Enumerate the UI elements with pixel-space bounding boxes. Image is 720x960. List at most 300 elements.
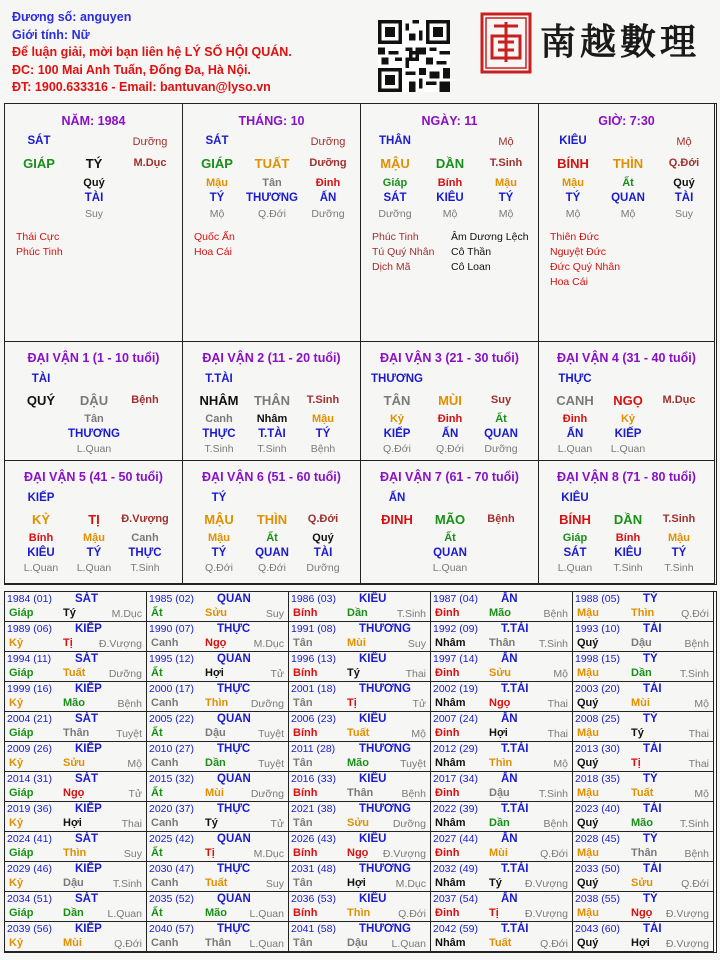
ten-god: TÀI [31, 373, 51, 385]
ten-god: TÀI [643, 923, 662, 935]
year-label: 2040 (57) [149, 923, 194, 935]
ten-god: QUAN [217, 713, 251, 725]
earthly-branch: MÙI [438, 393, 462, 408]
ten-god: TÀI [643, 743, 662, 755]
hidden-god: QUAN [255, 547, 289, 559]
ten-god: THỰC [217, 623, 251, 635]
earthly-branch: Dậu [205, 727, 226, 739]
dai-van-cell [183, 461, 361, 584]
year-label: 1984 (01) [7, 593, 52, 605]
earthly-branch: Ngọ [63, 787, 85, 799]
year-cell [289, 802, 431, 832]
earthly-branch: Thìn [631, 607, 655, 619]
year-cell [289, 772, 431, 802]
brand-logo: 南越數理 [540, 21, 701, 63]
heavenly-stem: Đinh [435, 667, 460, 679]
life-stage: Thai [547, 698, 568, 710]
life-stage: Thai [688, 758, 709, 770]
hidden-stem: Bính [615, 532, 641, 544]
ten-god: TÝ [643, 833, 658, 845]
ten-god: KIẾP [75, 623, 102, 635]
year-label: 2031 (48) [291, 863, 336, 875]
ten-god: KIẾP [75, 743, 102, 755]
earthly-branch: Sửu [631, 877, 654, 889]
life-stage: Bệnh [401, 788, 426, 800]
star-note: Nguyệt Đức [550, 246, 607, 258]
star-note: Phúc Tinh [372, 231, 419, 243]
earthly-branch: Sửu [347, 817, 370, 829]
earthly-branch: Thìn [347, 907, 371, 919]
life-stage: Thai [405, 668, 426, 680]
earthly-branch: Dậu [63, 877, 84, 889]
earthly-branch: Tý [205, 817, 218, 829]
address-line: ĐC: 100 Mai Anh Tuấn, Đống Đa, Hà Nội. [12, 62, 251, 77]
life-stage: Suy [265, 608, 284, 620]
hidden-god: TÝ [86, 547, 102, 559]
year-cell [573, 832, 714, 862]
ten-god: KIÊU [559, 135, 587, 147]
heavenly-stem: Ất [151, 667, 163, 679]
life-stage: Đ.Vượng [98, 638, 142, 650]
earthly-branch: TÝ [85, 156, 103, 171]
ten-god: THỰC [217, 803, 251, 815]
ten-god: QUAN [217, 893, 251, 905]
ten-god: ẤN [501, 653, 518, 665]
ten-god: KIÊU [359, 893, 387, 905]
ten-god: THỰC [217, 743, 251, 755]
stage-label: Bệnh [131, 394, 159, 406]
life-stage: Tử [270, 668, 284, 680]
heavenly-stem: Giáp [9, 847, 34, 859]
year-label: 2032 (49) [433, 863, 478, 875]
life-stage: Bệnh [684, 848, 709, 860]
ten-god: TÝ [643, 713, 658, 725]
hidden-god: TÀI [674, 192, 694, 204]
heavenly-stem: ĐINH [381, 512, 413, 527]
earthly-branch: Tý [347, 667, 360, 679]
earthly-branch: THÌN [612, 156, 644, 171]
ten-god: THƯƠNG [371, 373, 423, 385]
earthly-branch: Mùi [631, 697, 650, 709]
stage-label: T.Sinh [306, 394, 340, 406]
name-label: Đương số: [12, 10, 80, 24]
hidden-god: TÝ [671, 547, 687, 559]
ten-god: T.TÀI [501, 863, 529, 875]
year-label: 2043 (60) [575, 923, 620, 935]
life-stage: Thai [547, 728, 568, 740]
life-stage: Dưỡng [132, 136, 168, 148]
year-cell [431, 742, 573, 772]
ten-god: QUAN [217, 773, 251, 785]
ten-god: SÁT [75, 833, 98, 845]
life-stage: Dưỡng [108, 668, 142, 680]
life-stage: T.Sinh [538, 788, 568, 800]
hidden-god: QUAN [433, 547, 467, 559]
earthly-branch: Mùi [489, 847, 508, 859]
heavenly-stem: Bính [293, 907, 318, 919]
year-cell [147, 712, 289, 742]
ten-god: TÝ [643, 653, 658, 665]
hidden-stage: Suy [674, 208, 694, 220]
year-cell [5, 892, 147, 922]
life-stage: Suy [407, 638, 426, 650]
ten-god: KIÊU [359, 833, 387, 845]
dai-van-title: ĐẠI VẬN 8 (71 - 80 tuổi) [557, 470, 696, 484]
year-label: 2018 (35) [575, 773, 620, 785]
year-cell [573, 742, 714, 772]
year-cell [573, 712, 714, 742]
year-label: 2027 (44) [433, 833, 478, 845]
ten-god: SÁT [75, 893, 98, 905]
heavenly-stem: Đinh [435, 847, 460, 859]
hidden-stage: T.Sinh [130, 562, 160, 574]
ten-god: KIẾP [75, 923, 102, 935]
year-label: 2003 (20) [575, 683, 620, 695]
life-stage: Bệnh [543, 818, 568, 830]
earthly-branch: Thìn [63, 847, 87, 859]
hidden-god: TÝ [498, 192, 514, 204]
hidden-god: THỰC [128, 547, 162, 559]
ten-god: THƯƠNG [359, 743, 411, 755]
heavenly-stem: GIÁP [201, 156, 233, 171]
pillar-title: NGÀY: 11 [421, 114, 478, 128]
ten-god: SÁT [75, 713, 98, 725]
year-label: 1992 (09) [433, 623, 478, 635]
earthly-branch: Thân [63, 727, 90, 739]
year-cell [289, 652, 431, 682]
hidden-stage: Mộ [442, 208, 458, 220]
stage-label: M.Dục [133, 157, 167, 169]
hidden-god: TÝ [211, 547, 227, 559]
year-cell [5, 802, 147, 832]
year-cell [573, 922, 714, 952]
year-label: 2012 (29) [433, 743, 478, 755]
stage-label: T.Sinh [489, 157, 523, 169]
life-stage: T.Sinh [112, 878, 142, 890]
year-label: 1986 (03) [291, 593, 336, 605]
earthly-branch: Tị [631, 757, 641, 769]
year-label: 1997 (14) [433, 653, 478, 665]
year-label: 1988 (05) [575, 593, 620, 605]
earthly-branch: DẬU [79, 393, 109, 408]
year-cell [573, 772, 714, 802]
earthly-branch: Tị [63, 637, 73, 649]
heavenly-stem: Canh [151, 637, 179, 649]
qr-code-icon [378, 20, 450, 92]
ten-god: SÁT [27, 135, 51, 147]
heavenly-stem: Ất [151, 847, 163, 859]
year-cell [431, 832, 573, 862]
earthly-branch: Dần [631, 667, 652, 679]
year-label: 1994 (11) [7, 653, 52, 665]
year-label: 2001 (18) [291, 683, 336, 695]
year-cell [5, 592, 147, 622]
year-cell [5, 712, 147, 742]
earthly-branch: Mão [63, 697, 85, 709]
year-cell [5, 742, 147, 772]
heavenly-stem: Kỷ [9, 637, 24, 649]
heavenly-stem: Đinh [435, 607, 460, 619]
ten-god: TÀI [643, 623, 662, 635]
stage-label: T.Sinh [662, 513, 696, 525]
heavenly-stem: GIÁP [23, 156, 55, 171]
heavenly-stem: Ất [151, 607, 163, 619]
hidden-stem: Canh [131, 532, 159, 544]
year-cell [431, 682, 573, 712]
pillar-cell [183, 104, 361, 342]
hidden-stem: Mậu [668, 532, 690, 544]
heavenly-stem: MẬU [380, 156, 410, 171]
pillar-title: GIỜ: 7:30 [598, 114, 655, 128]
year-label: 1993 (10) [575, 623, 620, 635]
hidden-god: ẤN [441, 428, 459, 440]
hidden-stem: Nhâm [256, 413, 288, 425]
life-stage: M.Dục [253, 848, 284, 860]
earthly-branch: Dần [63, 907, 84, 919]
year-cell [5, 682, 147, 712]
heavenly-stem: Quý [577, 877, 599, 889]
ten-god: ẤN [501, 713, 518, 725]
heavenly-stem: Mậu [577, 667, 599, 679]
heavenly-stem: Giáp [9, 787, 34, 799]
life-stage: L.Quan [249, 908, 284, 920]
earthly-branch: THÂN [253, 393, 291, 408]
heavenly-stem: Bính [293, 607, 318, 619]
earthly-branch: Tý [631, 727, 644, 739]
year-label: 2034 (51) [7, 893, 52, 905]
earthly-branch: DẦN [435, 156, 465, 171]
dai-van-title: ĐẠI VẬN 4 (31 - 40 tuổi) [557, 351, 696, 365]
heavenly-stem: Quý [577, 757, 599, 769]
year-label: 2041 (58) [291, 923, 336, 935]
hidden-stage: T.Sinh [257, 443, 287, 455]
year-cell [431, 592, 573, 622]
ten-god: KIÊU [359, 593, 387, 605]
star-note: Tú Quý Nhân [372, 246, 435, 258]
dai-van-title: ĐẠI VẬN 3 (21 - 30 tuổi) [380, 351, 519, 365]
earthly-branch: Thìn [489, 757, 513, 769]
heavenly-stem: Nhâm [435, 817, 466, 829]
heavenly-stem: Ất [151, 727, 163, 739]
pillar-cell [5, 104, 183, 342]
earthly-branch: Thìn [205, 697, 229, 709]
ten-god: THỰC [217, 863, 251, 875]
life-stage: T.Sinh [679, 818, 709, 830]
hidden-god: ẤN [566, 428, 584, 440]
ten-god: T.TÀI [501, 923, 529, 935]
year-cell [147, 772, 289, 802]
life-stage: Dưỡng [310, 136, 346, 148]
life-stage: Bệnh [684, 638, 709, 650]
year-label: 2013 (30) [575, 743, 620, 755]
year-cell [147, 892, 289, 922]
year-label: 2006 (23) [291, 713, 336, 725]
contact-line: Để luận giải, mời bạn liên hệ LÝ SỐ HỘI QUÁN. [12, 45, 292, 59]
hidden-stem: Bính [28, 532, 54, 544]
ten-god: ẤN [388, 492, 406, 504]
star-note: Âm Dương Lệch [451, 231, 529, 243]
ten-god: THƯƠNG [359, 683, 411, 695]
earthly-branch: Mùi [205, 787, 224, 799]
year-cell [431, 652, 573, 682]
hidden-stem: Bính [437, 177, 463, 189]
earthly-branch: Thân [347, 787, 374, 799]
heavenly-stem: BÍNH [559, 512, 591, 527]
hidden-god: KIẾP [383, 428, 411, 440]
heavenly-stem: MẬU [204, 512, 234, 527]
heavenly-stem: Mậu [577, 907, 599, 919]
year-cell [573, 652, 714, 682]
heavenly-stem: Ất [151, 787, 163, 799]
hidden-god: KIÊU [27, 547, 55, 559]
hidden-stem: Quý [673, 177, 695, 189]
hidden-stem: Kỷ [389, 413, 405, 425]
heavenly-stem: Giáp [9, 907, 34, 919]
ten-god: TÝ [643, 893, 658, 905]
year-cell [431, 802, 573, 832]
hidden-stem: Canh [205, 413, 233, 425]
stage-label: Dưỡng [309, 157, 347, 169]
earthly-branch: Hợi [63, 817, 82, 829]
ten-god: KIẾP [27, 492, 55, 504]
hidden-god: TÝ [565, 192, 581, 204]
ten-god: ẤN [501, 773, 518, 785]
earthly-branch: Sửu [489, 667, 512, 679]
year-cell [289, 892, 431, 922]
stage-label: M.Dục [662, 394, 696, 406]
year-cell [431, 892, 573, 922]
heavenly-stem: Nhâm [435, 757, 466, 769]
heavenly-stem: Kỷ [9, 817, 24, 829]
star-note: Thiên Đức [550, 231, 600, 243]
ten-god: QUAN [217, 593, 251, 605]
heavenly-stem: KỶ [31, 512, 51, 527]
dai-van-title: ĐẠI VẬN 1 (1 - 10 tuổi) [27, 351, 160, 365]
dai-van-cell [361, 461, 539, 584]
ten-god: THƯƠNG [359, 923, 411, 935]
gender-label: Giới tính: [12, 27, 72, 42]
earthly-branch: Dậu [489, 787, 510, 799]
life-stage: Đ.Vượng [524, 878, 568, 890]
life-stage: T.Sinh [538, 638, 568, 650]
star-note: Thái Cực [16, 231, 60, 243]
year-label: 1999 (16) [7, 683, 52, 695]
heavenly-stem: Kỷ [9, 877, 24, 889]
life-stage: Mộ [411, 728, 426, 740]
earthly-branch: Tuất [347, 727, 370, 739]
life-stage: L.Quan [249, 938, 284, 950]
year-label: 1989 (06) [7, 623, 52, 635]
earthly-branch: THÌN [256, 512, 288, 527]
hidden-stage: L.Quan [76, 562, 112, 574]
hidden-stage: T.Sinh [664, 562, 694, 574]
earthly-branch: Mão [631, 817, 653, 829]
hidden-god: TÀI [313, 547, 333, 559]
star-note: Đức Quý Nhân [550, 261, 621, 273]
life-stage: T.Sinh [396, 608, 426, 620]
heavenly-stem: Nhâm [435, 697, 466, 709]
hidden-stem: Tân [84, 413, 104, 425]
year-label: 1998 (15) [575, 653, 620, 665]
heavenly-stem: Canh [151, 817, 179, 829]
hidden-god: ẤN [319, 192, 337, 204]
earthly-branch: Mão [347, 757, 369, 769]
year-cell [5, 622, 147, 652]
pillar-title: THÁNG: 10 [238, 114, 305, 128]
earthly-branch: Sửu [205, 607, 228, 619]
hidden-stage: T.Sinh [204, 443, 234, 455]
star-note: Phúc Tinh [16, 246, 63, 258]
dai-van-title: ĐẠI VẬN 5 (41 - 50 tuổi) [24, 470, 163, 484]
star-note: Dịch Mã [372, 261, 411, 273]
earthly-branch: Hợi [347, 877, 366, 889]
heavenly-stem: NHÂM [199, 393, 239, 408]
heavenly-stem: Mậu [577, 607, 599, 619]
year-label: 2022 (39) [433, 803, 478, 815]
year-label: 1990 (07) [149, 623, 194, 635]
year-cell [573, 682, 714, 712]
ten-god: TÀI [643, 683, 662, 695]
hidden-god: SÁT [383, 192, 407, 204]
year-cell [147, 802, 289, 832]
ten-god: THƯƠNG [359, 803, 411, 815]
earthly-branch: Dần [205, 757, 226, 769]
year-cell [5, 772, 147, 802]
heavenly-stem: Nhâm [435, 877, 466, 889]
life-stage: Dưỡng [250, 698, 284, 710]
heavenly-stem: Quý [577, 697, 599, 709]
year-label: 2037 (54) [433, 893, 478, 905]
year-label: 2016 (33) [291, 773, 336, 785]
hidden-stem: Quý [83, 177, 105, 189]
hidden-god: QUAN [484, 428, 518, 440]
hidden-stage: L.Quan [610, 443, 646, 455]
year-label: 2000 (17) [149, 683, 194, 695]
heavenly-stem: Mậu [577, 847, 599, 859]
hidden-god: THƯƠNG [246, 192, 298, 204]
hidden-god: THƯƠNG [68, 428, 120, 440]
hidden-stage: Dưỡng [306, 562, 340, 574]
hidden-stem: Giáp [382, 177, 408, 189]
life-stage: Thai [121, 818, 142, 830]
dai-van-cell [183, 342, 361, 461]
life-stage: Q.Đới [540, 848, 568, 860]
hidden-stage: Bệnh [310, 443, 336, 455]
hidden-stem: Mậu [208, 532, 230, 544]
heavenly-stem: Canh [151, 697, 179, 709]
life-stage: Mộ [553, 668, 568, 680]
earthly-branch: Dậu [631, 637, 652, 649]
hidden-stem: Kỷ [620, 413, 636, 425]
earthly-branch: Sửu [63, 757, 86, 769]
ten-god: SÁT [75, 593, 98, 605]
hidden-god: THỰC [202, 428, 236, 440]
hidden-stem: Mậu [83, 532, 105, 544]
earthly-branch: Dần [347, 607, 368, 619]
hidden-stage: L.Quan [432, 562, 468, 574]
earthly-branch: Tị [347, 697, 357, 709]
life-stage: Thai [688, 728, 709, 740]
hidden-stem: Mậu [312, 413, 334, 425]
hidden-stem: Ất [495, 413, 507, 425]
hidden-god: KIẾP [614, 428, 642, 440]
earthly-branch: Tý [489, 877, 502, 889]
year-cell [431, 922, 573, 952]
year-cell [5, 862, 147, 892]
star-note: Cô Loan [451, 261, 491, 273]
heavenly-stem: Canh [151, 877, 179, 889]
earthly-branch: Dậu [347, 937, 368, 949]
